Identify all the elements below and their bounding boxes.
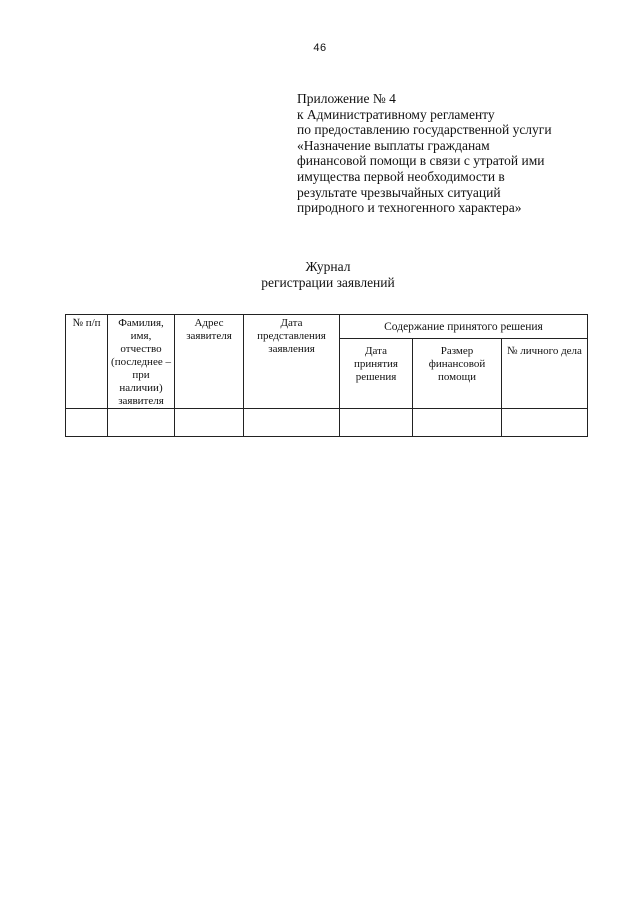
table-row <box>66 409 588 437</box>
table-cell <box>66 409 108 437</box>
journal-title-line1: Журнал <box>305 259 351 274</box>
header-decision-group: Содержание принятого решения <box>340 315 588 339</box>
table-cell <box>175 409 244 437</box>
table-cell <box>413 409 502 437</box>
header-case-number: № личного дела <box>502 339 588 409</box>
header-address: Адрес заявителя <box>175 315 244 409</box>
table-cell <box>108 409 175 437</box>
journal-title-line2: регистрации заявлений <box>261 275 395 290</box>
appendix-line: природного и техногенного характера» <box>297 200 522 216</box>
appendix-line: Приложение № 4 <box>297 91 396 106</box>
appendix-line: финансовой помощи в связи с утратой ими <box>297 153 545 169</box>
header-num: № п/п <box>66 315 108 409</box>
table-cell <box>502 409 588 437</box>
journal-title <box>0 259 640 291</box>
appendix-line: результате чрезвычайных ситуаций <box>297 184 501 200</box>
header-decision-date: Дата принятия решения <box>340 339 413 409</box>
table-cell <box>340 409 413 437</box>
appendix-line: по предоставлению государственной услуги <box>297 122 552 138</box>
appendix-line: к Административному регламенту <box>297 106 495 122</box>
appendix-header <box>297 91 617 216</box>
header-date-submitted: Дата представления заявления <box>244 315 340 409</box>
header-name: Фамилия, имя, отчество (последнее – при наличии) заявителя <box>108 315 175 409</box>
appendix-line: «Назначение выплаты гражданам <box>297 137 490 153</box>
table-cell <box>244 409 340 437</box>
page-number: 46 <box>313 42 327 54</box>
header-aid-amount: Размер финансовой помощи <box>413 339 502 409</box>
registration-table <box>65 314 588 437</box>
appendix-line: имущества первой необходимости в <box>297 168 505 184</box>
